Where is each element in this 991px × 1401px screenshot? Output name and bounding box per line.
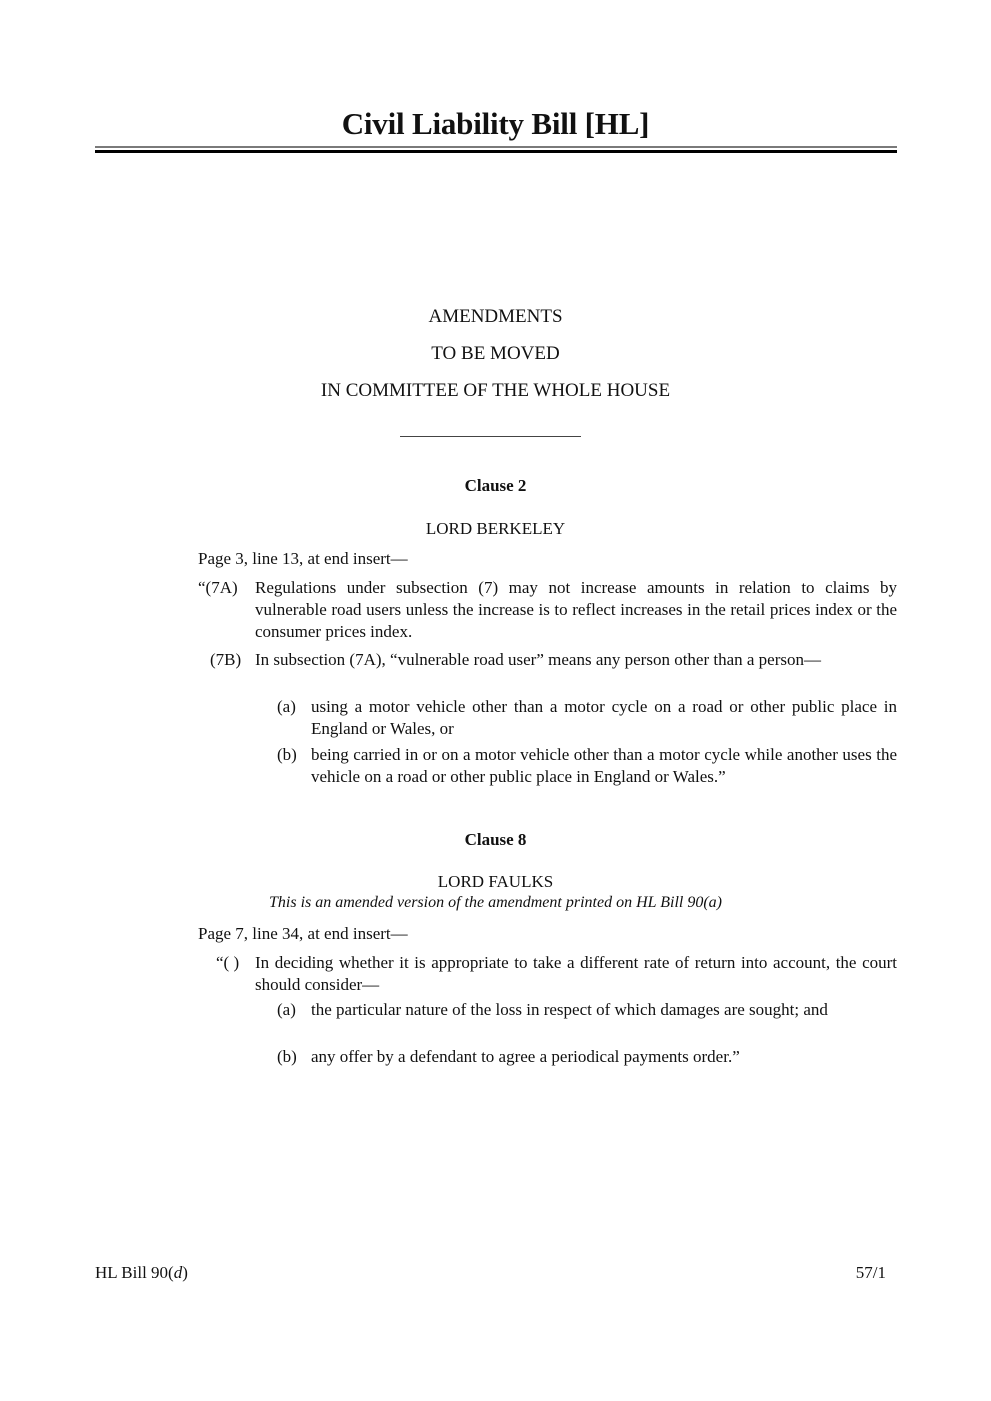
bill-reference-letter: d: [173, 1263, 183, 1282]
subsection-label: (7B): [210, 650, 242, 669]
subsection-text: In deciding whether it is appropriate to take a different rate of return into account, the court should consider—: [255, 953, 897, 994]
paragraph-label: (b): [277, 1047, 297, 1066]
page-reference: 57/1: [855, 1263, 886, 1282]
paragraph-b: [277, 1046, 897, 1068]
subsection-7a: [198, 577, 897, 643]
section-divider: [400, 436, 581, 437]
member-name: LORD FAULKS: [437, 872, 554, 891]
subsection-text: Regulations under subsection (7) may not increase amounts in relation to claims by vulnerable road users unless the increase is to reflect increases in the retail prices index or the consumer prices index.: [255, 578, 897, 641]
title-rule-thick: [95, 150, 897, 153]
subsection-label: “(7A): [198, 578, 238, 597]
subsection-label: “( ): [216, 953, 240, 972]
paragraph-text: any offer by a defendant to agree a periodical payments order.”: [311, 1047, 740, 1066]
paragraph-label: (b): [277, 745, 297, 764]
subsection-text: In subsection (7A), “vulnerable road user” means any person other than a person—: [255, 650, 822, 669]
bill-reference-prefix: HL Bill 90(: [95, 1263, 174, 1282]
paragraph-text: the particular nature of the loss in respect of which damages are sought; and: [311, 1000, 828, 1019]
member-name: LORD BERKELEY: [425, 519, 566, 538]
intro-line-amendments: AMENDMENTS: [428, 306, 563, 327]
paragraph-a: [277, 999, 897, 1021]
paragraph-text: being carried in or on a motor vehicle other than a motor cycle while another uses the vehicle on a road or other public place in England or Wales.”: [311, 745, 897, 786]
paragraph-text: using a motor vehicle other than a motor cycle on a road or other public place in England or Wales, or: [311, 697, 897, 738]
intro-line-to-be-moved: TO BE MOVED: [431, 343, 560, 364]
title-rule-thin: [95, 146, 897, 148]
paragraph-label: (a): [277, 1000, 296, 1019]
paragraph-label: (a): [277, 697, 296, 716]
document-title: Civil Liability Bill [HL]: [341, 106, 650, 141]
clause-heading: Clause 8: [464, 830, 527, 849]
paragraph-a: [277, 696, 897, 740]
intro-line-committee: IN COMMITTEE OF THE WHOLE HOUSE: [320, 380, 671, 401]
bill-reference: [95, 1263, 188, 1283]
amendment-instruction: Page 3, line 13, at end insert—: [198, 549, 408, 568]
subsection-7b: [198, 649, 897, 671]
inserted-subsection: [198, 952, 897, 996]
clause-heading: Clause 2: [464, 476, 527, 495]
amendment-note: This is an amended version of the amendment printed on HL Bill 90(a): [269, 894, 722, 911]
amendment-instruction: Page 7, line 34, at end insert—: [198, 924, 408, 943]
bill-reference-suffix: ): [182, 1263, 188, 1282]
paragraph-b: [277, 744, 897, 788]
